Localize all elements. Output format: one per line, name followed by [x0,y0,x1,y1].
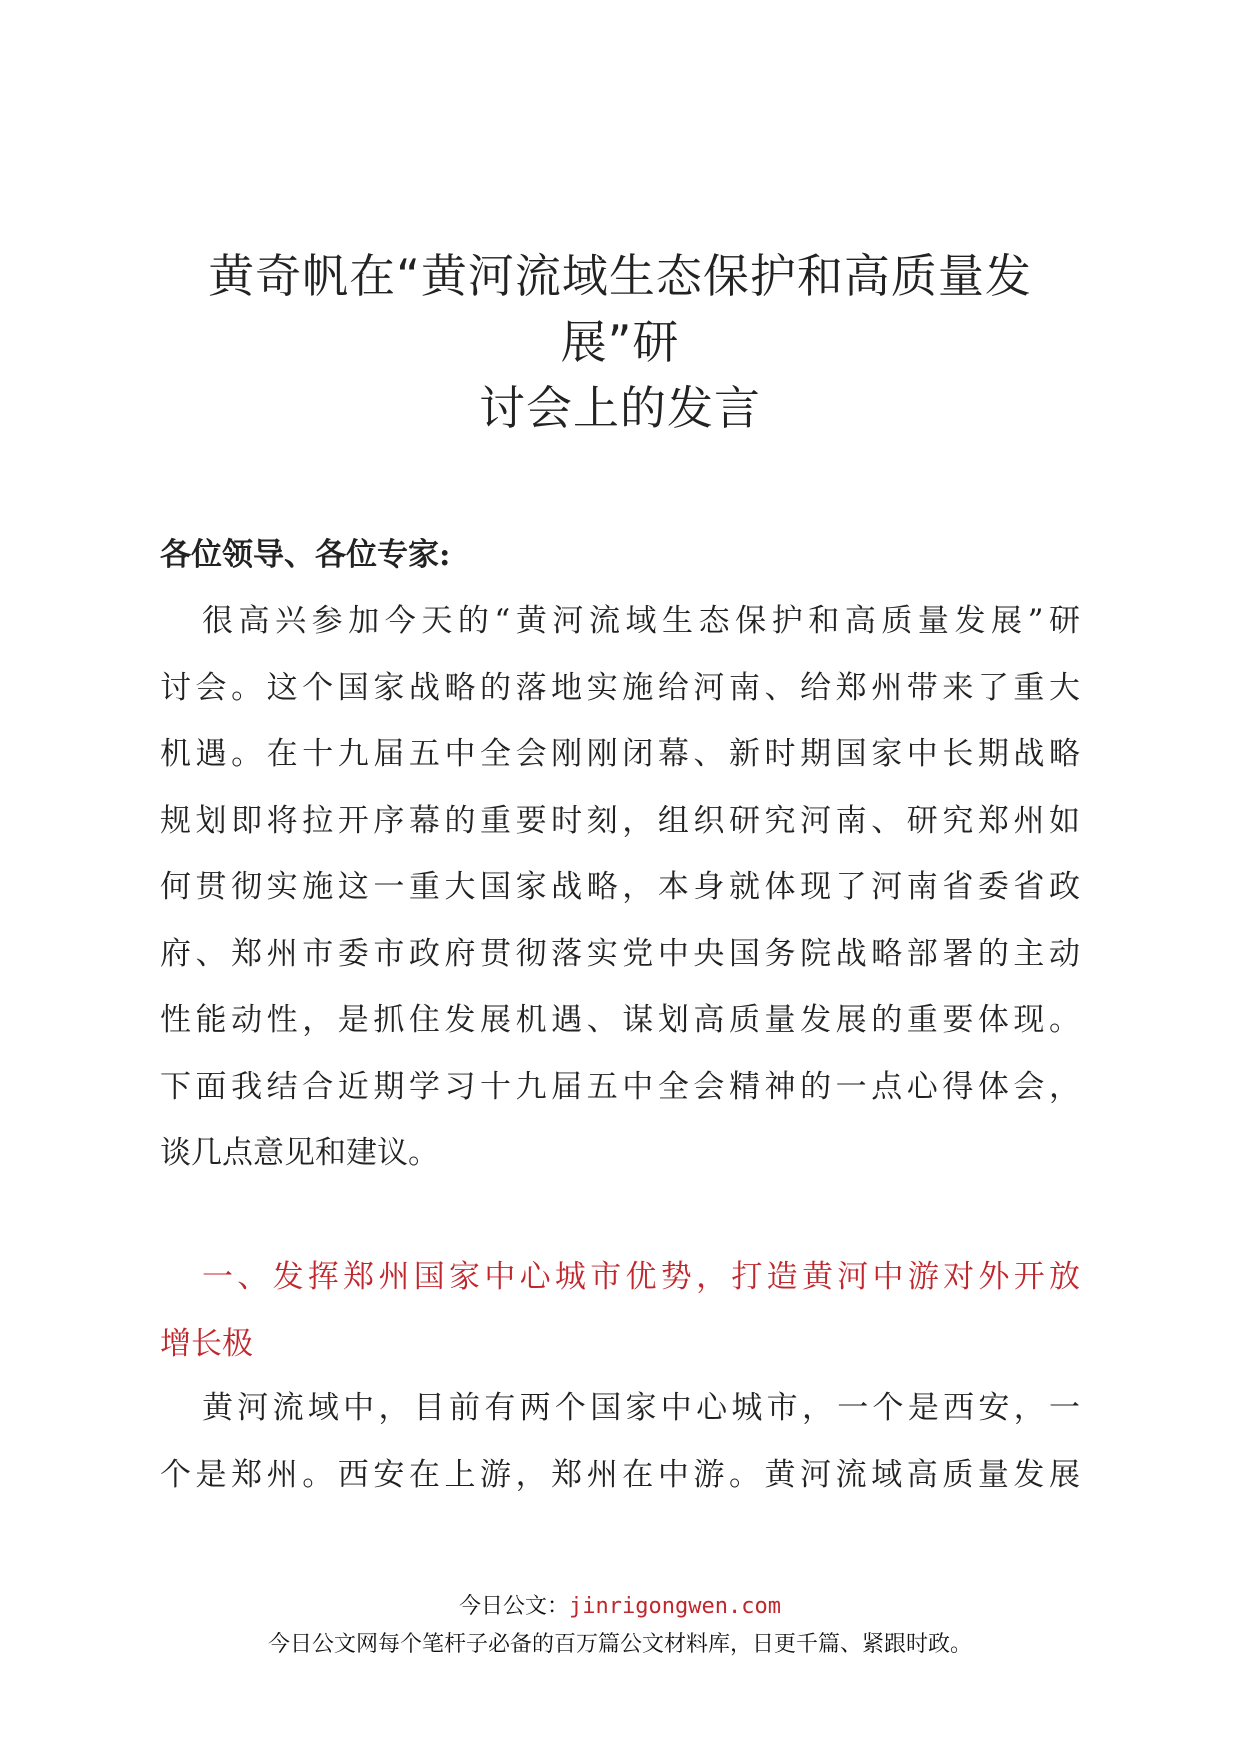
text-line: 个是郑州。西安在上游，郑州在中游。黄河流域高质量发展 [160,1456,1080,1493]
footer-tagline: 今日公文网每个笔杆子必备的百万篇公文材料库，日更千篇、紧跟时政。 [267,1632,972,1657]
heading-line: 增长极 [160,1325,253,1362]
text-line: 很高兴参加今天的“黄河流域生态保护和高质量发展”研 [202,603,1080,639]
section-heading-1 [160,1244,1080,1377]
title-line: 黄奇帆在“黄河流域生态保护和高质量发展”研 [208,249,1032,369]
text-line: 府、郑州市委市政府贯彻落实党中央国务院战略部署的主动 [160,935,1080,972]
text-line: 机遇。在十九届五中全会刚刚闭幕、新时期国家中长期战略 [160,736,1080,772]
title-line: 讨会上的发言 [479,381,761,435]
text-line: 何贯彻实施这一重大国家战略，本身就体现了河南省委省政 [160,869,1080,905]
heading-line: 一、发挥郑州国家中心城市优势，打造黄河中游对外开放 [202,1259,1080,1295]
text-line: 规划即将拉开序幕的重要时刻，组织研究河南、研究郑州如 [160,802,1080,839]
text-line: 讨会。这个国家战略的落地实施给河南、给郑州带来了重大 [160,669,1080,706]
footer-site-link[interactable]: jinrigongwen.com [569,1594,781,1619]
paragraph-section-1 [160,1375,1080,1508]
text-line: 谈几点意见和建议。 [160,1135,439,1171]
text-line: 性能动性，是抓住发展机遇、谋划高质量发展的重要体现。 [160,1002,1080,1038]
paragraph-intro [160,588,1080,1187]
footer-label: 今日公文： [459,1594,570,1619]
salutation: 各位领导、各位专家: [160,537,451,573]
document-title [150,243,1090,441]
text-line: 下面我结合近期学习十九届五中全会精神的一点心得体会， [160,1068,1080,1105]
footer-source [0,1592,1240,1622]
text-line: 黄河流域中，目前有两个国家中心城市，一个是西安，一 [202,1390,1080,1426]
